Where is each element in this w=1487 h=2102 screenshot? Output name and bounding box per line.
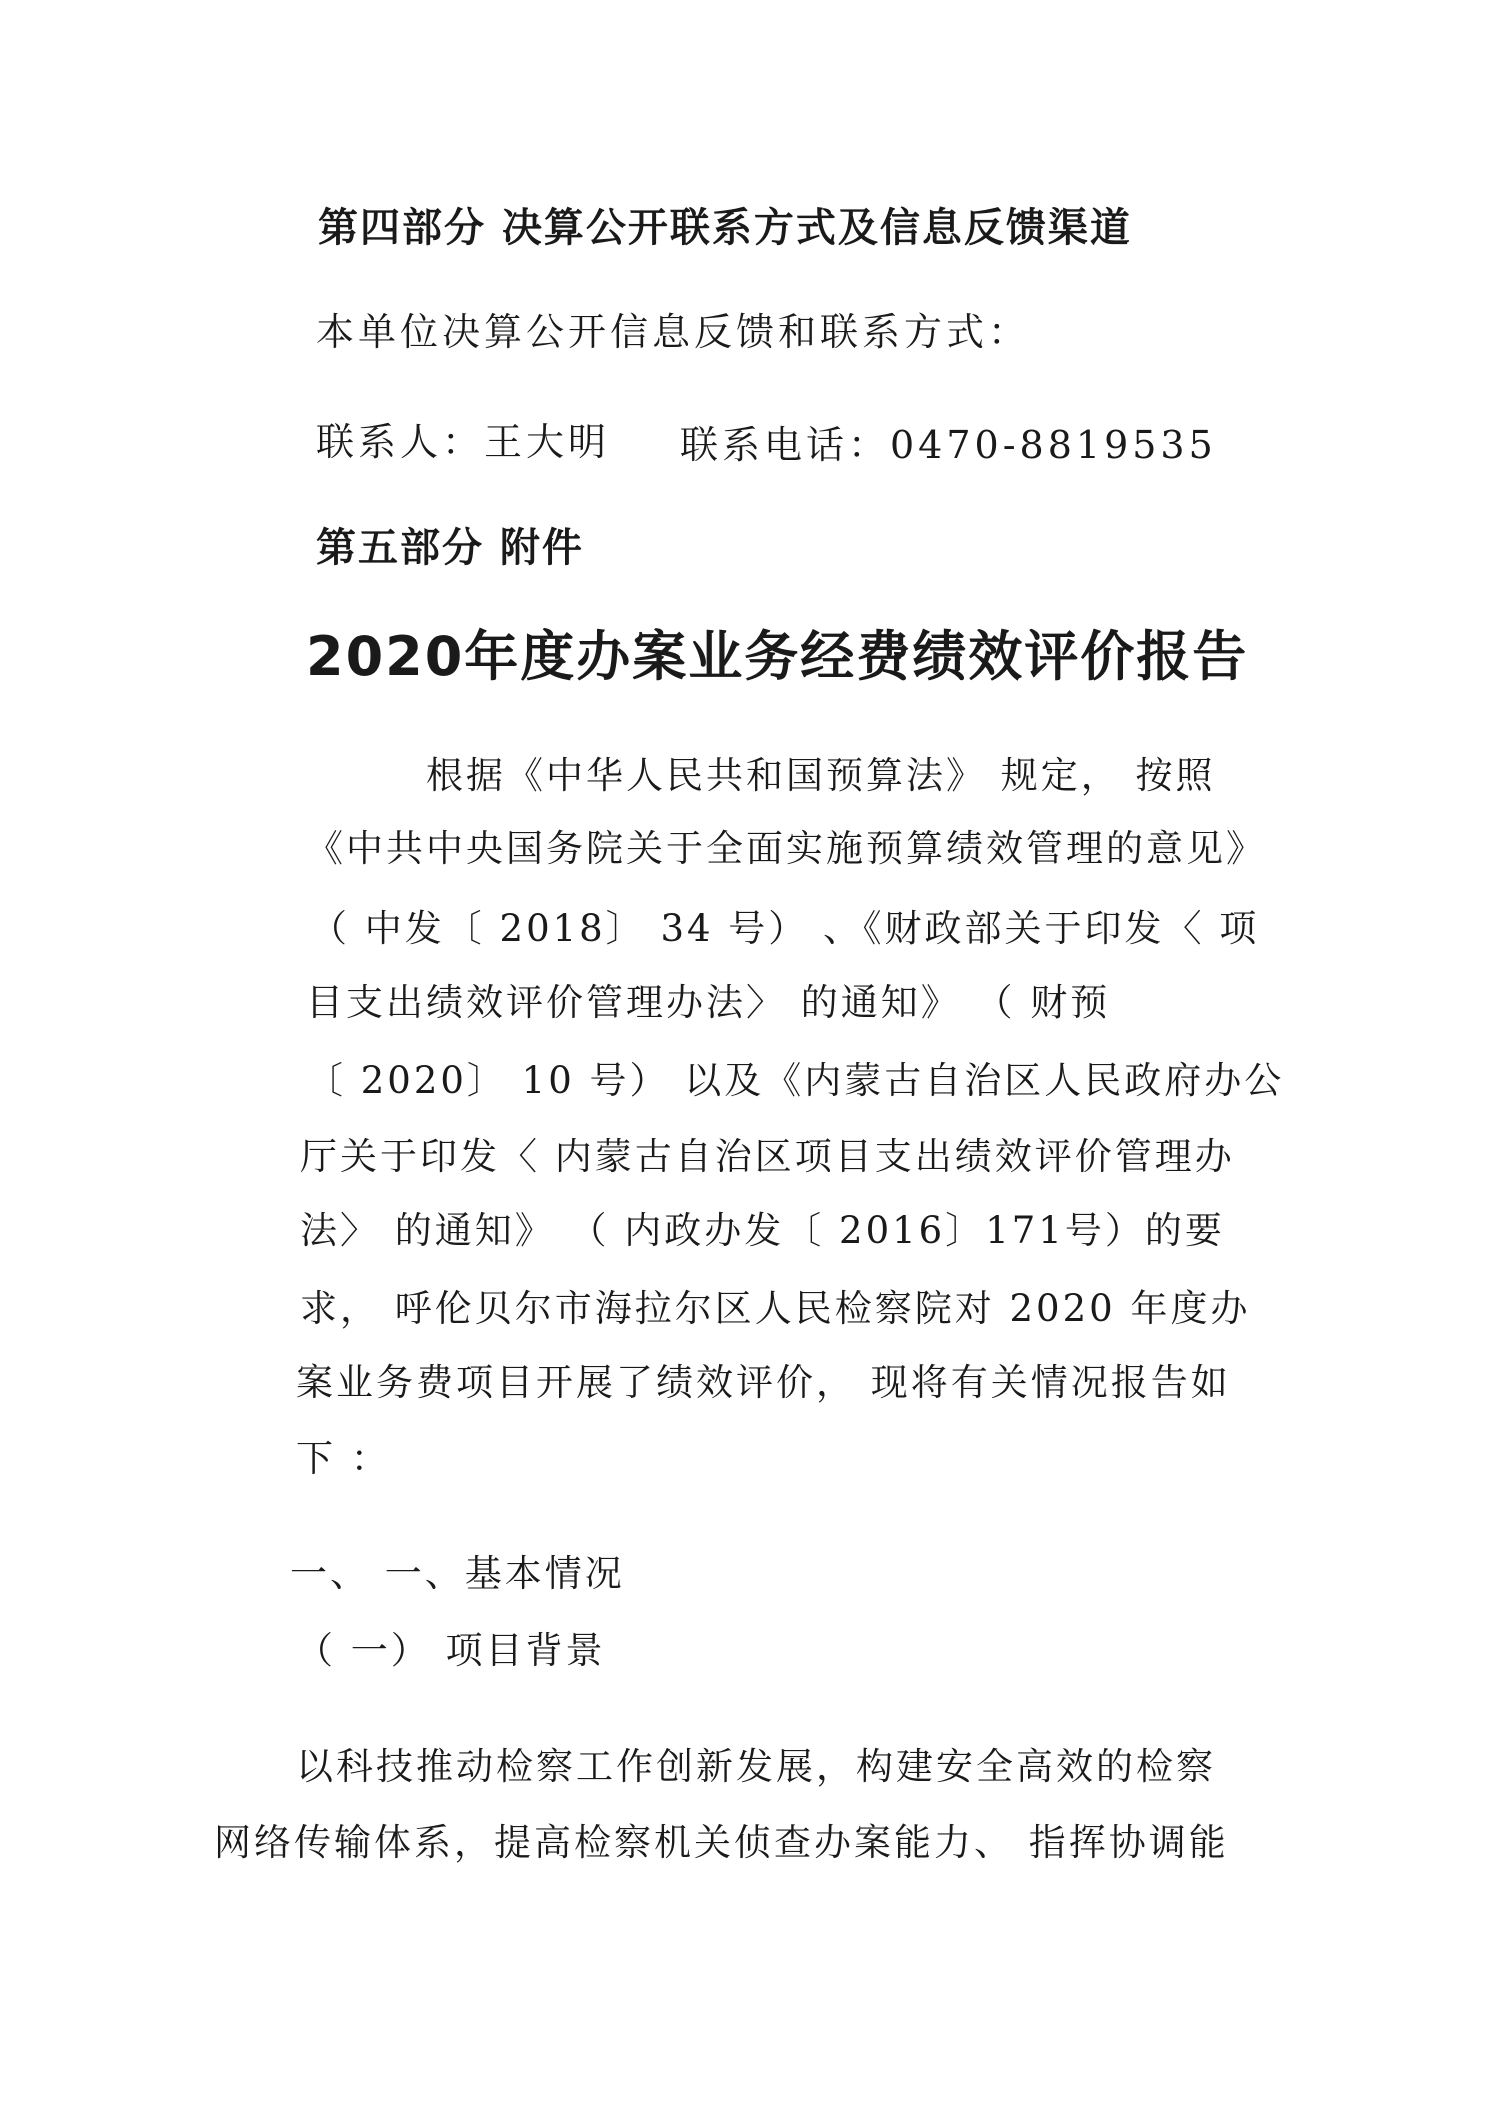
paragraph-line: 〔 2020〕 10 号） 以及《内蒙古自治区人民政府办公 — [306, 1059, 1285, 1102]
paragraph-line: 《中共中央国务院关于全面实施预算绩效管理的意见》 — [306, 827, 1266, 870]
section4-intro: 本单位决算公开信息反馈和联系方式： — [316, 310, 1031, 354]
section4-heading: 第四部分 决算公开联系方式及信息反馈渠道 — [318, 205, 1132, 251]
contact-phone: 联系电话：0470-8819535 — [680, 423, 1217, 467]
section1-heading: 一、 一、基本情况 — [290, 1552, 625, 1595]
paragraph-line: 以科技推动检察工作创新发展，构建安全高效的检察 — [296, 1745, 1216, 1788]
section5-heading: 第五部分 附件 — [316, 525, 584, 571]
contact-person: 联系人：王大明 — [316, 420, 611, 464]
paragraph-line: （ 中发〔 2018〕 34 号） 、《财政部关于印发〈 项 — [310, 907, 1260, 950]
paragraph-line: 根据《中华人民共和国预算法》 规定， 按照 — [426, 754, 1216, 797]
paragraph-line: 网络传输体系，提高检察机关侦查办案能力、 指挥协调能 — [214, 1821, 1229, 1864]
paragraph-line: 求， 呼伦贝尔市海拉尔区人民检察院对 2020 年度办 — [300, 1287, 1251, 1330]
paragraph-line: 法〉 的通知》 （ 内政办发〔 2016〕171号）的要 — [300, 1209, 1225, 1252]
paragraph-line: 下 ： — [296, 1437, 391, 1480]
paragraph-line: 目支出绩效评价管理办法〉 的通知》 （ 财预 — [306, 981, 1111, 1024]
report-title: 2020年度办案业务经费绩效评价报告 — [306, 625, 1249, 688]
paragraph-line: 案业务费项目开展了绩效评价， 现将有关情况报告如 — [296, 1361, 1231, 1404]
subsection1-heading: （ 一） 项目背景 — [296, 1629, 606, 1672]
paragraph-line: 厅关于印发〈 内蒙古自治区项目支出绩效评价管理办 — [300, 1135, 1235, 1178]
